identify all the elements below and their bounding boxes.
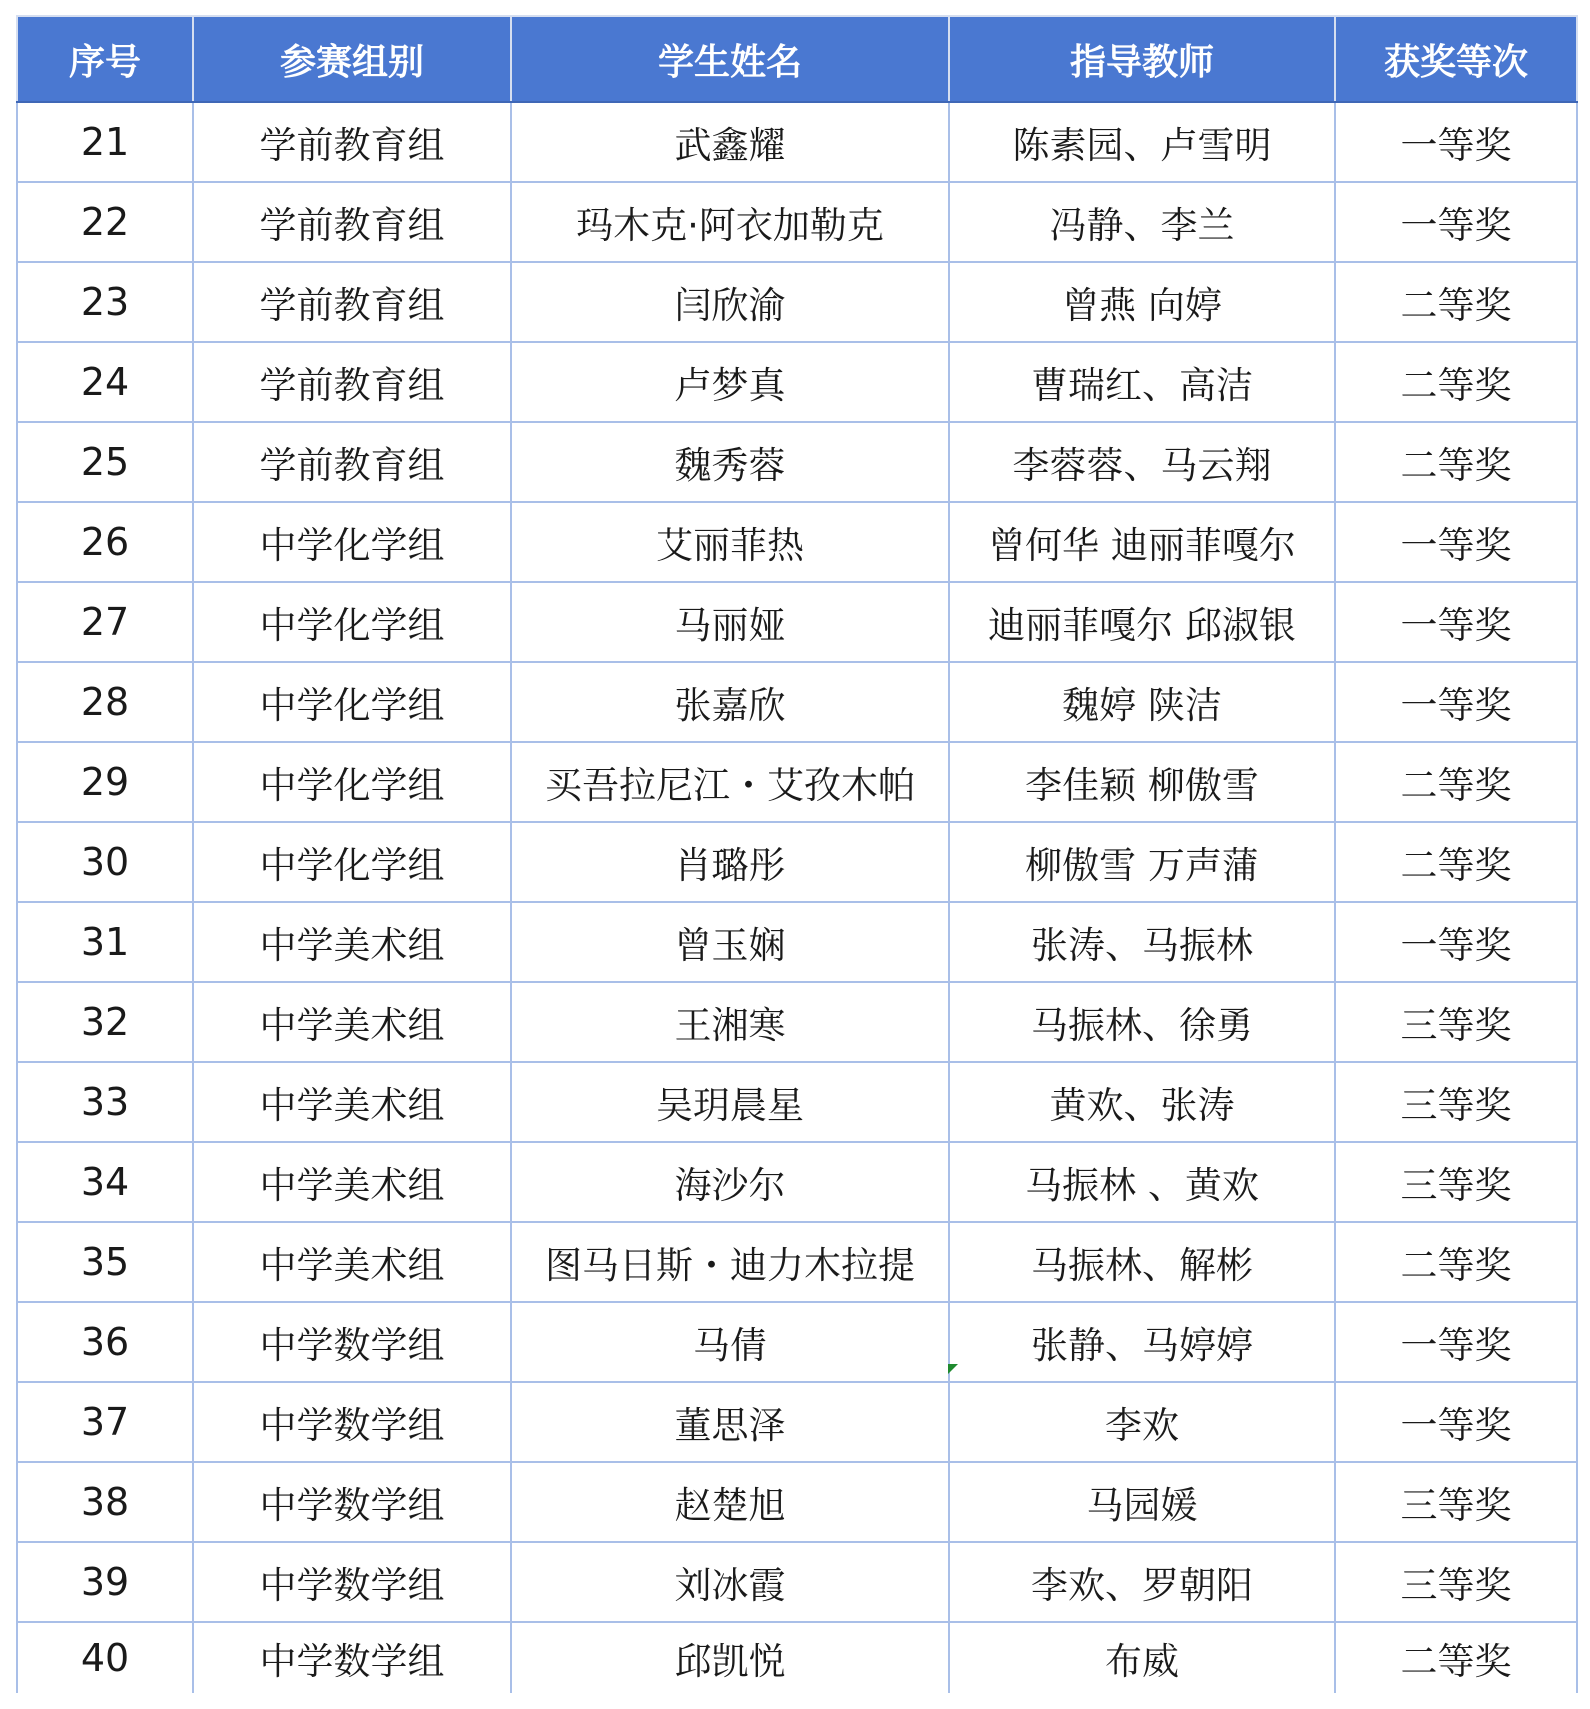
- cell-group[interactable]: 学前教育组: [193, 102, 511, 182]
- cell-group[interactable]: 中学美术组: [193, 1062, 511, 1142]
- cell-teacher[interactable]: 布威: [949, 1622, 1335, 1693]
- table-row: [17, 1142, 1577, 1222]
- cell-group[interactable]: 学前教育组: [193, 262, 511, 342]
- cell-teacher[interactable]: 马振林、徐勇: [949, 982, 1335, 1062]
- cell-student[interactable]: 海沙尔: [511, 1142, 949, 1222]
- cell-award[interactable]: 二等奖: [1335, 262, 1577, 342]
- cell-group[interactable]: 中学化学组: [193, 742, 511, 822]
- cell-award[interactable]: 一等奖: [1335, 582, 1577, 662]
- cell-seq[interactable]: 31: [17, 902, 193, 982]
- table-row: [17, 662, 1577, 742]
- cell-group[interactable]: 中学数学组: [193, 1542, 511, 1622]
- cell-student[interactable]: 吴玥晨星: [511, 1062, 949, 1142]
- cell-seq[interactable]: 24: [17, 342, 193, 422]
- cell-teacher[interactable]: 曾燕 向婷: [949, 262, 1335, 342]
- cell-teacher[interactable]: 马振林 、黄欢: [949, 1142, 1335, 1222]
- cell-student[interactable]: 玛木克·阿衣加勒克: [511, 182, 949, 262]
- cell-student[interactable]: 魏秀蓉: [511, 422, 949, 502]
- cell-teacher[interactable]: 迪丽菲嘎尔 邱淑银: [949, 582, 1335, 662]
- cell-teacher[interactable]: 张静、马婷婷: [949, 1302, 1335, 1382]
- cell-group[interactable]: 中学数学组: [193, 1462, 511, 1542]
- cell-teacher[interactable]: 李佳颖 柳傲雪: [949, 742, 1335, 822]
- table-row: [17, 822, 1577, 902]
- cell-group[interactable]: 学前教育组: [193, 182, 511, 262]
- cell-award[interactable]: 二等奖: [1335, 422, 1577, 502]
- cell-award[interactable]: 三等奖: [1335, 1542, 1577, 1622]
- cell-student[interactable]: 武鑫耀: [511, 102, 949, 182]
- table-row: [17, 1462, 1577, 1542]
- cell-group[interactable]: 中学美术组: [193, 982, 511, 1062]
- cell-award[interactable]: 一等奖: [1335, 662, 1577, 742]
- header-student[interactable]: 学生姓名: [511, 16, 949, 102]
- cell-teacher[interactable]: 李欢、罗朝阳: [949, 1542, 1335, 1622]
- cell-seq[interactable]: 28: [17, 662, 193, 742]
- table-row: [17, 982, 1577, 1062]
- header-group[interactable]: 参赛组别: [193, 16, 511, 102]
- cell-comment-marker-icon: [948, 1364, 958, 1374]
- cell-seq[interactable]: 37: [17, 1382, 193, 1462]
- table-row: [17, 182, 1577, 262]
- header-seq[interactable]: 序号: [17, 16, 193, 102]
- cell-student[interactable]: 曾玉娴: [511, 902, 949, 982]
- cell-award[interactable]: 二等奖: [1335, 1222, 1577, 1302]
- cell-seq[interactable]: 30: [17, 822, 193, 902]
- cell-seq[interactable]: 35: [17, 1222, 193, 1302]
- cell-teacher[interactable]: 魏婷 陕洁: [949, 662, 1335, 742]
- cell-seq[interactable]: 21: [17, 102, 193, 182]
- cell-award[interactable]: 二等奖: [1335, 742, 1577, 822]
- table-row: [17, 342, 1577, 422]
- cell-teacher[interactable]: 马振林、解彬: [949, 1222, 1335, 1302]
- cell-seq[interactable]: 25: [17, 422, 193, 502]
- cell-seq[interactable]: 39: [17, 1542, 193, 1622]
- cell-student[interactable]: 图马日斯・迪力木拉提: [511, 1222, 949, 1302]
- cell-seq[interactable]: 22: [17, 182, 193, 262]
- cell-teacher[interactable]: 曾何华 迪丽菲嘎尔: [949, 502, 1335, 582]
- cell-student[interactable]: 赵楚旭: [511, 1462, 949, 1542]
- cell-student[interactable]: 买吾拉尼江・艾孜木帕: [511, 742, 949, 822]
- table-row: [17, 582, 1577, 662]
- header-row: [17, 16, 1577, 102]
- cell-teacher[interactable]: 张涛、马振林: [949, 902, 1335, 982]
- table-row: [17, 742, 1577, 822]
- cell-student[interactable]: 张嘉欣: [511, 662, 949, 742]
- cell-teacher[interactable]: 曹瑞红、高洁: [949, 342, 1335, 422]
- cell-group[interactable]: 中学化学组: [193, 822, 511, 902]
- cell-teacher[interactable]: 黄欢、张涛: [949, 1062, 1335, 1142]
- cell-teacher[interactable]: 李蓉蓉、马云翔: [949, 422, 1335, 502]
- cell-seq[interactable]: 23: [17, 262, 193, 342]
- cell-teacher[interactable]: 李欢: [949, 1382, 1335, 1462]
- cell-teacher[interactable]: 陈素园、卢雪明: [949, 102, 1335, 182]
- cell-seq[interactable]: 36: [17, 1302, 193, 1382]
- table-row: [17, 1382, 1577, 1462]
- cell-group[interactable]: 中学数学组: [193, 1302, 511, 1382]
- table-row: [17, 502, 1577, 582]
- cell-student[interactable]: 王湘寒: [511, 982, 949, 1062]
- cell-award[interactable]: 一等奖: [1335, 1382, 1577, 1462]
- cell-student[interactable]: 马丽娅: [511, 582, 949, 662]
- cell-seq[interactable]: 27: [17, 582, 193, 662]
- cell-award[interactable]: 一等奖: [1335, 502, 1577, 582]
- cell-award[interactable]: 三等奖: [1335, 1462, 1577, 1542]
- header-award[interactable]: 获奖等次: [1335, 16, 1577, 102]
- cell-teacher[interactable]: 柳傲雪 万声蒲: [949, 822, 1335, 902]
- cell-student[interactable]: 邱凯悦: [511, 1622, 949, 1693]
- cell-award[interactable]: 一等奖: [1335, 102, 1577, 182]
- cell-seq[interactable]: 40: [17, 1622, 193, 1693]
- table-row: [17, 1222, 1577, 1302]
- table-row: [17, 102, 1577, 182]
- cell-seq[interactable]: 33: [17, 1062, 193, 1142]
- table-row: [17, 422, 1577, 502]
- cell-award[interactable]: 二等奖: [1335, 822, 1577, 902]
- table-row: [17, 262, 1577, 342]
- cell-award[interactable]: 一等奖: [1335, 902, 1577, 982]
- cell-group[interactable]: 中学美术组: [193, 902, 511, 982]
- header-teacher[interactable]: 指导教师: [949, 16, 1335, 102]
- cell-award[interactable]: 三等奖: [1335, 1142, 1577, 1222]
- cell-award[interactable]: 二等奖: [1335, 342, 1577, 422]
- table-row: [17, 1062, 1577, 1142]
- cell-group[interactable]: 中学数学组: [193, 1622, 511, 1693]
- cell-student[interactable]: 董思泽: [511, 1382, 949, 1462]
- table-row: [17, 1542, 1577, 1622]
- table-row: [17, 1622, 1577, 1693]
- awards-sheet: [16, 15, 1576, 1693]
- cell-group[interactable]: 中学美术组: [193, 1222, 511, 1302]
- cell-group[interactable]: 中学化学组: [193, 502, 511, 582]
- cell-seq[interactable]: 26: [17, 502, 193, 582]
- table-row: [17, 902, 1577, 982]
- cell-seq[interactable]: 29: [17, 742, 193, 822]
- cell-student[interactable]: 刘冰霞: [511, 1542, 949, 1622]
- cell-group[interactable]: 中学美术组: [193, 1142, 511, 1222]
- cell-student[interactable]: 卢梦真: [511, 342, 949, 422]
- cell-group[interactable]: 中学数学组: [193, 1382, 511, 1462]
- cell-award[interactable]: 一等奖: [1335, 1302, 1577, 1382]
- cell-seq[interactable]: 38: [17, 1462, 193, 1542]
- cell-student[interactable]: 艾丽菲热: [511, 502, 949, 582]
- cell-seq[interactable]: 34: [17, 1142, 193, 1222]
- cell-group[interactable]: 学前教育组: [193, 342, 511, 422]
- cell-student[interactable]: 肖璐彤: [511, 822, 949, 902]
- cell-seq[interactable]: 32: [17, 982, 193, 1062]
- cell-award[interactable]: 三等奖: [1335, 1062, 1577, 1142]
- cell-group[interactable]: 学前教育组: [193, 422, 511, 502]
- awards-table: [16, 15, 1578, 1693]
- cell-award[interactable]: 二等奖: [1335, 1622, 1577, 1693]
- cell-award[interactable]: 一等奖: [1335, 182, 1577, 262]
- cell-group[interactable]: 中学化学组: [193, 662, 511, 742]
- cell-teacher[interactable]: 马园媛: [949, 1462, 1335, 1542]
- cell-group[interactable]: 中学化学组: [193, 582, 511, 662]
- cell-award[interactable]: 三等奖: [1335, 982, 1577, 1062]
- cell-student[interactable]: 马倩: [511, 1302, 949, 1382]
- table-row: [17, 1302, 1577, 1382]
- cell-student[interactable]: 闫欣渝: [511, 262, 949, 342]
- cell-teacher[interactable]: 冯静、李兰: [949, 182, 1335, 262]
